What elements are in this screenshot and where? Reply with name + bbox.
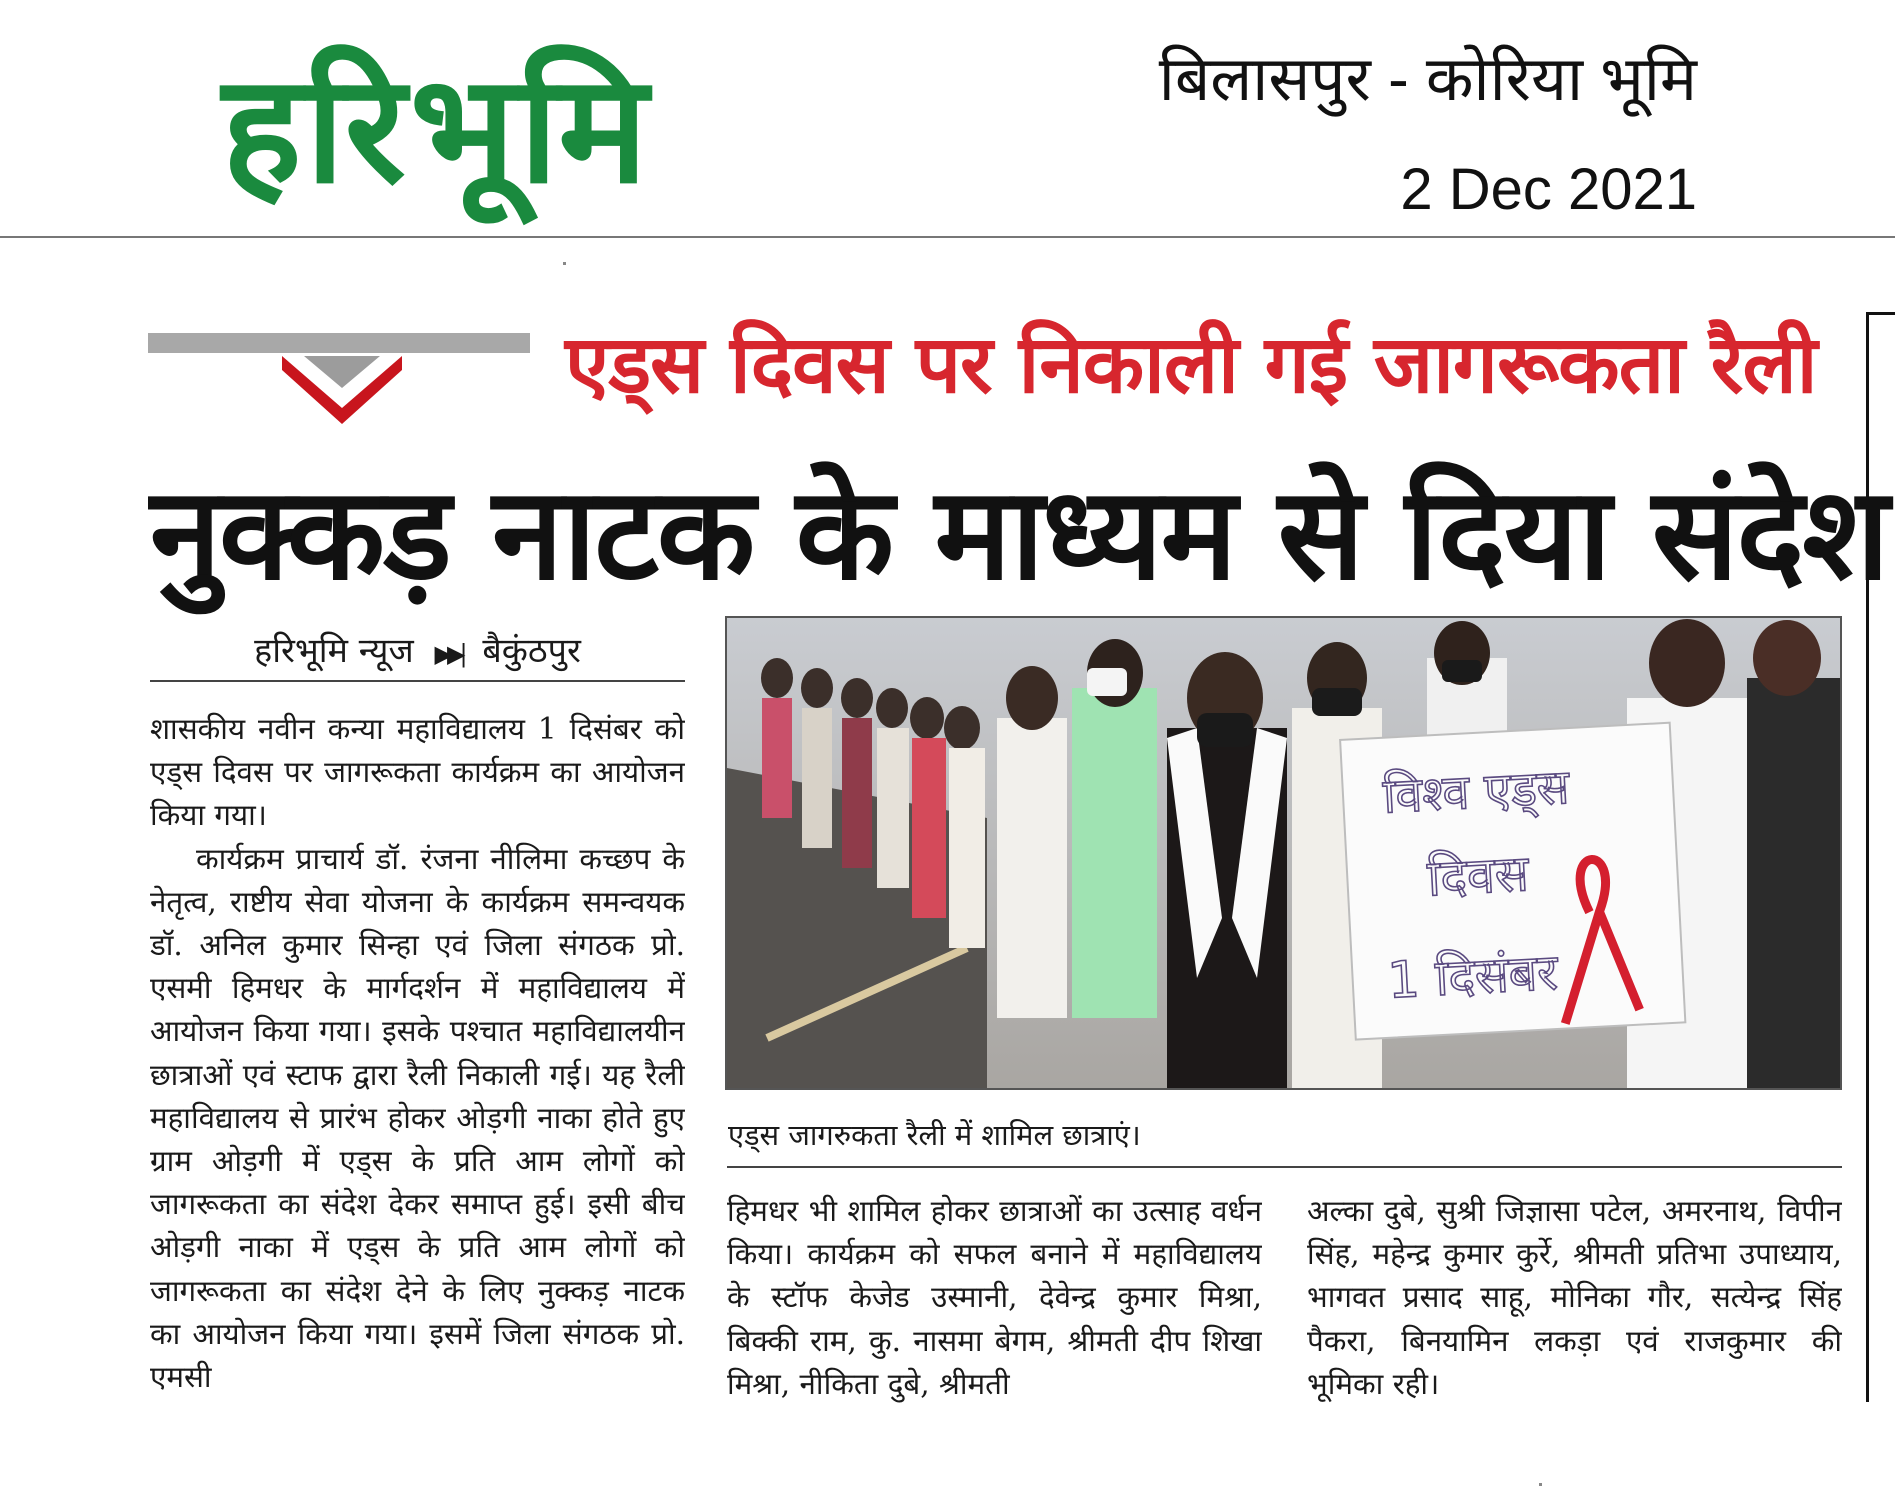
scan-speck	[1539, 1483, 1542, 1486]
edition-name: बिलासपुर - कोरिया भूमि	[1158, 45, 1697, 114]
kicker-grey-bar	[148, 333, 530, 353]
rally-photo	[725, 616, 1842, 1090]
adjacent-article-border	[1866, 312, 1895, 1402]
byline-place: बैकुंठपुर	[482, 631, 581, 671]
placard-line-2: दिवस	[1425, 844, 1530, 908]
article-kicker: एड्स दिवस पर निकाली गई जागरूकता रैली	[565, 318, 1817, 411]
newspaper-logo: हरिभूमि	[222, 43, 652, 217]
byline	[150, 625, 685, 677]
paragraph-1: शासकीय नवीन कन्या महाविद्यालय 1 दिसंबर को एड्स दिवस पर जागरूकता कार्यक्रम का आयोजन किया गया।	[150, 712, 685, 833]
article-column-2	[727, 1190, 1262, 1410]
article-column-1	[150, 708, 685, 1408]
byline-source: हरिभूमि न्यूज	[254, 631, 414, 671]
placard-line-3: 1 दिसंबर	[1386, 942, 1560, 1010]
paragraph-2: कार्यक्रम प्राचार्य डॉ. रंजना नीलिमा कच्छप के नेतृत्व, राष्टीय सेवा योजना के कार्यक्रम समन्वयक डॉ. अनिल कुमार सिन्हा एवं जिला संगठक प्रो. एसमी हिमधर के मार्गदर्शन में महाविद्यालय में आयोजन किया गया। इसके पश्चात महाविद्यालयीन छात्राओं एवं स्टाफ द्वारा रैली निकाली गई। यह रैली महाविद्यालय से प्रारंभ होकर ओड़गी नाका होते हुए ग्राम ओड़गी में एड्स के प्रति आम लोगों को जागरूकता का संदेश देकर समाप्त हुई। इसी बीच ओड़गी नाका में एड्स के प्रति आम लोगों को जागरूकता का संदेश देने के लिए नुक्कड़ नाटक का आयोजन किया गया। इसमें जिला संगठक प्रो. एमसी	[150, 841, 685, 1395]
rally-photo-illustration	[727, 618, 1840, 1088]
column-2-text: हिमधर भी शामिल होकर छात्राओं का उत्साह वर्धन किया। कार्यक्रम को सफल बनाने में महाविद्यालय के स्टॉफ केजेड उस्मानी, देवेन्द्र कुमार मिश्रा, बिक्की राम, कु. नासमा बेगम, श्रीमती दीप शिखा मिश्रा, नीकिता दुबे, श्रीमती	[727, 1194, 1262, 1401]
caption-divider	[727, 1166, 1842, 1168]
scan-speck	[563, 262, 566, 265]
article-column-3	[1307, 1190, 1842, 1410]
placard-line-1: विश्व एड्स	[1381, 759, 1571, 825]
chevron-down-icon	[282, 356, 402, 426]
masthead-divider	[0, 236, 1895, 238]
column-3-text: अल्का दुबे, सुश्री जिज्ञासा पटेल, अमरनाथ, विपीन सिंह, महेन्द्र कुमार कुर्रे, श्रीमती प्रतिभा उपाध्याय, भागवत प्रसाद साहू, मोनिका गौर, सत्येन्द्र सिंह पैकरा, बिनयामिन लकड़ा एवं राजकुमार की भूमिका रही।	[1307, 1194, 1842, 1401]
photo-caption: एड्स जागरुकता रैली में शामिल छात्राएं।	[728, 1118, 1141, 1152]
byline-divider	[150, 680, 685, 682]
fast-forward-icon: ▶▶|	[434, 640, 462, 668]
article-headline: नुक्कड़ नाटक के माध्यम से दिया संदेश	[150, 460, 1888, 609]
publication-date: 2 Dec 2021	[1400, 157, 1697, 222]
